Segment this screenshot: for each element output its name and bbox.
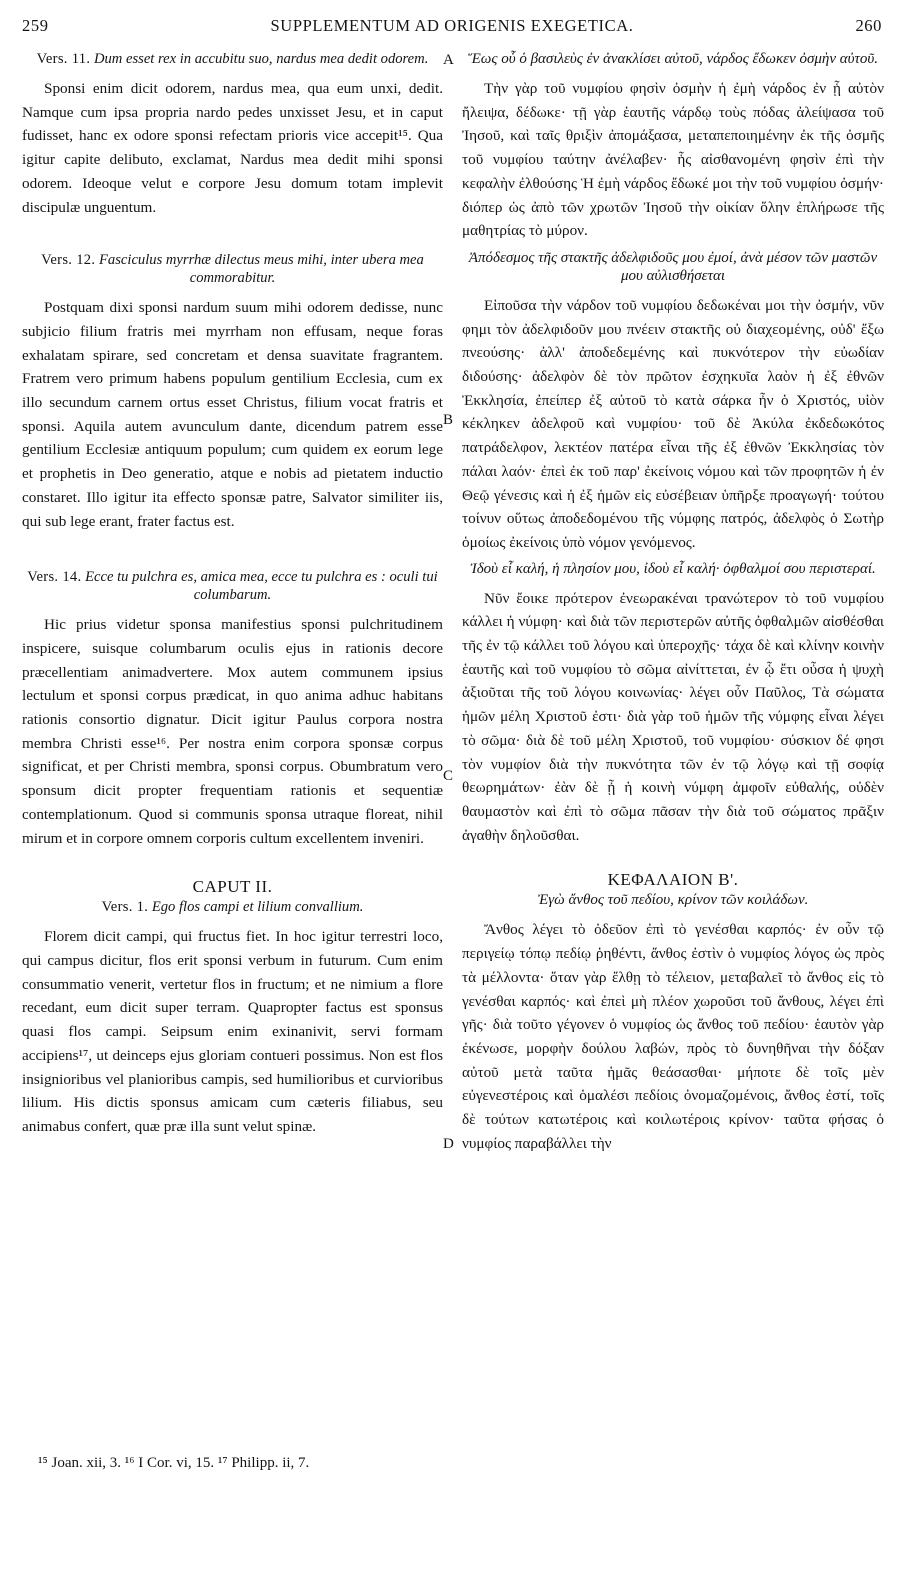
footnotes: ¹⁵ Joan. xii, 3. ¹⁶ I Cor. vi, 15. ¹⁷ Philipp. ii, 7. (38, 1455, 310, 1471)
greek-paragraph: Νῦν ἔοικε πρότερον ἐνεωρακέναι τρανώτερον τὸ τοῦ νυμφίου κάλλει ἡ νύμφη· καὶ διὰ τῶν περιστερῶν αὐτῆς ὀφθαλμῶν αἰσθέσθαι τῆς ἐν τῷ κάλλει τοῦ λόγου καὶ ὑπεροχῆς· τάχα δὲ καὶ κλίνην κοινὴν ἑαυτῆς καὶ τοῦ νυμφίου τὸ σῶμα αἰνίττεται, ἐν ᾧ ἔτι οὖσα ἡ ψυχὴ ἀξιοῦται τῆς τοῦ λόγου κοινωνίας· λέγει οὖν Παῦλος, Τὰ σώματα ἡμῶν μέλη Χριστοῦ ἐστι· διὰ γὰρ τοῦ ἡμῶν τῆς νύμφης εἶναι λέγει τὸ σῶμα· διὰ δὲ τοῦ μέλη Χριστοῦ, τοῦ νυμφίου· σύσκιον δέ φησι τὸν νυμφίον διὰ τὴν πυκνότητα τῶν ἐν τῷ λόγῳ καὶ τῇ σοφίᾳ θεωρημάτων· ἐὰν δὲ ᾖ ἡ κοινὴ νύμφη ἀμφοῖν εὐθαλής, οὐδὲν θαυμαστὸν καὶ ἐπὶ τὸ σῶμα πᾶσαν τὴν διὰ τοῦ σώματος πρᾶξιν ἀγαθὴν δηλοῦσθαι. (462, 589, 884, 844)
page-number-left: 259 (22, 16, 49, 35)
margin-letter-c: C (443, 768, 454, 784)
verse-text: Fasciculus myrrhæ dilectus meus mihi, inter ubera mea commorabitur. (99, 252, 424, 287)
verse-heading (22, 251, 443, 287)
verse-text: Dum esset rex in accubitu suo, nardus mea dedit odorem. (93, 51, 429, 67)
latin-column (22, 50, 443, 1139)
greek-paragraph: Ἄνθος λέγει τὸ ὀδεῦον ἐπὶ τὸ γενέσθαι καρπός· ἐν οὖν τῷ περιγείῳ τόπῳ πεδίῳ ῥηθέντι, ἄνθος ἐστὶν ὁ νυμφίος λόγος ὡς πρὸς τὰ μέλλοντα· ὅταν γὰρ ἔλθῃ τὸ τέλειον, μεταβαλεῖ τὸ ἄνθος εἰς τὸ γενέσθαι καρπός· καὶ ἐπεὶ μὴ πλέον χωροῦσι τοῦ ἄνθους, λέγει ἐπὶ γῆς· διὰ τοῦτο γέγονεν ὁ νυμφίος ὡς ἄνθος τοῦ πεδίου· ἑαυτὸν γὰρ ἐκένωσε, μορφὴν δούλου λαβών, πρὸς τὸ δυνηθῆναι τὴν δόξαν αὐτοῦ μετὰ ταῦτα ἡμᾶς θεάσασθαι· μήποτε δὲ τοῖς μὲν εὐγενεστέροις καὶ ὁμαλέσι πεδίοις ὀνομαζομένοις, ἄνθος ἐστί, τοῖς δὲ τούτων κατωτέροις καὶ κοιλωτέροις κρίνον· ταῦτα φήσας ὁ νυμφίος παραβάλλει τὴν (462, 921, 884, 1152)
verse-heading (22, 898, 443, 916)
verse-text: Ego flos campi et lilium convallium. (151, 899, 364, 916)
verse-label: Vers. 12. (41, 252, 96, 269)
margin-letter-d: D (443, 1136, 454, 1152)
running-title: SUPPLEMENTUM AD ORIGENIS EXEGETICA. (270, 16, 634, 35)
greek-verse-heading: Ἕως οὗ ὁ βασιλεὺς ἐν ἀνακλίσει αὐτοῦ, νάρδος ἔδωκεν ὀσμὴν αὐτοῦ. (467, 51, 879, 67)
chapter-heading: CAPUT II. (192, 877, 273, 897)
verse-label: Vers. 11. (36, 51, 91, 67)
page-number-right: 260 (855, 16, 882, 35)
verse-heading (22, 50, 443, 68)
greek-paragraph: Εἰποῦσα τὴν νάρδον τοῦ νυμφίου δεδωκέναι μοι τὴν ὀσμήν, νῦν φημι τὸν ἀδελφιδοῦν μου πνέειν στακτῆς οὐ διαχεομένης, οὐδ' ἔξω πνεούσης· ἀλλ' ἀποδεδεμένης καὶ πυκνότερον τὴν εὐωδίαν διδούσης· ἀδελφὸν δὲ τὸν πρῶτον ἐσχηκυῖα λαὸν ἡ ἐξ ἐθνῶν Ἐκκλησία, ἐπείπερ ἐξ αὐτοῦ τὸ κατὰ σάρκα ἦν ὁ Χριστός, υἱὸν κέκληκεν ἀδελφοῦ καὶ νυμφίου· τοῦ δὲ Ἀκύλα ἐκδεδωκότος πατράδελφον, λεκτέον πατέρα εἶναι τῆς ἐξ ἐθνῶν Ἐκκλησίας τὸν πάλαι λαόν· ἐπεὶ ἐκ τοῦ παρ' ἐκείνοις νόμου καὶ τῶν προφητῶν ἡ ἐν Θεῷ γένεσις καὶ ἡ ἐξ ἡμῶν εἰς εὐσέβειαν ὑπῆρξε προαγωγή· τούτου τοίνυν οὕτως ἀποδεδομένου τῆς νύμφης πατρός, ἀδελφὸς ὁ Σωτὴρ ὁμοίως ἐκείνοις ὑπὸ νόμον γενόμενος. (462, 296, 884, 551)
verse-heading (22, 568, 443, 604)
greek-chapter-heading: ΚΕΦΑΛΑΙΟΝ Β'. (607, 870, 739, 890)
margin-letter-a: A (443, 52, 454, 68)
latin-paragraph: Hic prius videtur sponsa manifestius sponsi pulchritudinem inspicere, suisque columbarum oculis ejus in rationis decore præcellentiam animadvertere. Mox autem communem ipsius lectulum et sponsi corpus prædicat, in quo anima adhuc habitans rationis consortio dignatur. Dicit igitur Paulus corpora nostra membra Christi esse¹⁶. Per nostra enim corpora sponsæ corpus significat, et per Christi membra, sponsi corpus. Obumbratum vero sponsum dicit propter frequentiam rationis et sequentiæ contemplationum. Quod si communis sponsa utraque floreat, nihil mirum et in corpore omnem corporis cultum excellentem inveniri. (22, 616, 443, 847)
greek-column (462, 50, 884, 1155)
greek-verse-heading: Ἰδοὺ εἶ καλή, ἡ πλησίον μου, ἰδοὺ εἶ καλή· ὀφθαλμοί σου περιστεραί. (470, 560, 876, 577)
greek-verse-heading: Ἐγὼ ἄνθος τοῦ πεδίου, κρίνον τῶν κοιλάδων. (537, 892, 809, 909)
greek-paragraph: Τὴν γὰρ τοῦ νυμφίου φησὶν ὀσμὴν ἡ ἐμὴ νάρδος ἐν ᾗ αὐτὸν ἤλειψα, δέδωκε· τῇ γὰρ ἑαυτῆς νάρδῳ τοὺς πόδας ἀλείψασα τοῦ Ἰησοῦ, καὶ ταῖς θριξὶν ἀπομάξασα, μεταπεποιημένην ἐκ τῆς ὀσμῆς τοῦ νυμφίου ταύτην ἀνέλαβεν· ἧς αἰσθανομένη φησὶν ἐπὶ τὴν κεφαλὴν ἐλθούσης Ἡ ἐμὴ νάρδος ἔδωκέ μοι τὴν τοῦ νυμφίου ὀσμήν· διόπερ ὡς ἀπὸ τῶν χρωτῶν Ἰησοῦ τὴν οἰκίαν ὅλην ἐπλήρωσε τῆς μαθητρίας τὸ μύρον. (462, 80, 884, 240)
verse-text: Ecce tu pulchra es, amica mea, ecce tu pulchra es : oculi tui columbarum. (85, 569, 438, 604)
latin-paragraph: Postquam dixi sponsi nardum suum mihi odorem dedisse, nunc subjicio filium fratris mei myrrham non effusam, neque foras exhalatam spirare, sed concretam et densa suavitate fragrantem. Fratrem vero primum habens populum gentilium Ecclesia, cum ex illo secundum carnem ortus esset Christus, filium vocat fratris et sponsi. Aquila autem avunculum dante, dicendum patrem esse gentilium Ecclesiæ antiquum populum; cum quidem ex eorum lege et prophetis in Deo generatio, atque e nobis ad pietatem inductio constaret. Illo igitur ita effecto sponsæ patre, Salvator similiter iis, qui sub lege erant, frater factus est. (22, 299, 443, 530)
verse-label: Vers. 1. (101, 899, 149, 916)
latin-paragraph: Florem dicit campi, qui fructus fiet. In hoc igitur terrestri loco, qui campus dicitur, flos erit sponsi verbum in futurum. Cum enim consummatio venerit, vertetur flos in fructum; et ne nimium a flore recedant, eum dicit super terram. Quapropter factus est sponsus quasi flos campi. Seipsum enim exinanivit, servi formam accipiens¹⁷, ut deinceps ejus gloriam contueri possimus. Non est flos insignioribus vel planioribus campis, sed humilioribus et curvioribus lilium. His dictis sponsus amicam cum cæteris filiabus, seu animabus confert, quæ præ illa sunt velut spinæ. (22, 928, 443, 1135)
verse-label: Vers. 14. (27, 569, 82, 586)
latin-paragraph: Sponsi enim dicit odorem, nardus mea, qua eum unxi, dedit. Namque cum ipsa propria nardo pedes unxisset Jesu, et in caput fudisset, hanc ex odore sponsi refectam prioris vice accepit¹⁵. Qua igitur capite delibuto, exclamat, Nardus mea dedit mihi sponsi odorem. Ideoque velut e corpore Jesu domum totam implevit discipulæ unguentum. (22, 80, 443, 216)
greek-verse-heading: Ἀπόδεσμος τῆς στακτῆς ἀδελφιδοῦς μου ἐμοί, ἀνὰ μέσον τῶν μαστῶν μου αὐλισθήσεται (468, 249, 878, 284)
running-header (22, 16, 882, 42)
margin-letter-b: B (443, 412, 454, 428)
